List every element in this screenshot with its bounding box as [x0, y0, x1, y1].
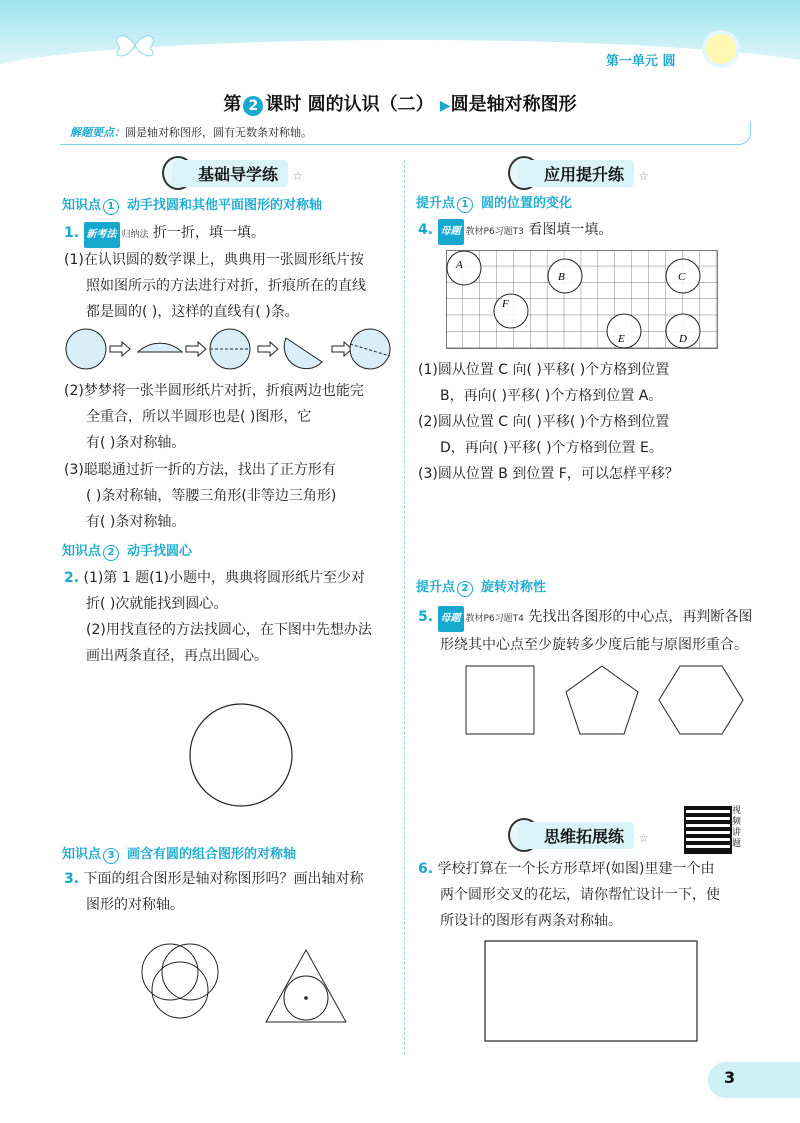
grid-label-a: A — [456, 259, 463, 271]
qr-label: 视频讲题 — [732, 806, 742, 849]
key-point-text: 圆是轴对称图形，圆有无数条对称轴。 — [125, 126, 312, 139]
section-heading-basic: 基础导学练 ☆ — [172, 160, 303, 187]
question-1-1: (1)在认识圆的数学课上，典典用一张圆形纸片按 照如图所示的方法进行对折，折痕所在的直线 都是圆的( )，这样的直线有( )条。 — [64, 252, 366, 320]
grid-label-b: B — [558, 271, 565, 283]
question-4-items: (1)圆从位置 C 向( )平移( )个方格到位置 B，再向( )平移( )个方格到位置 A。 (2)圆从位置 C 向( )平移( )个方格到位置 D，再向( )平移( )个方格到位置 E。 (3)圆从位置 B 到位置 F，可以怎样平移？ — [418, 362, 679, 482]
knowledge-point-3: 知识点 3 画含有圆的组合图形的对称轴 — [62, 847, 297, 862]
question-5: 5. 母题 教材P6习题T4 先找出各图形的中心点，再判断各图 形绕其中心点至少旋转多少度后能与原图形重合。 — [418, 604, 752, 658]
grid-label-e: E — [618, 333, 625, 345]
combined-figures — [128, 940, 358, 1030]
key-point-label: 解题要点： — [70, 126, 125, 139]
improvement-point-2: 提升点 2 旋转对称性 — [416, 580, 547, 595]
question-6: 6. 学校打算在一个长方形草坪(如图)里建一个由 两个圆形交叉的花坛，请你帮忙设计一下，使 所设计的图形有两条对称轴。 — [418, 861, 720, 929]
grid-label-d: D — [679, 333, 687, 345]
grid-figure — [446, 250, 720, 350]
new-method-tag: 新考法 — [84, 222, 120, 248]
question-2: 2. (1)第 1 题(1)小题中，典典将圆形纸片至少对 折( )次就能找到圆心。 (2)用找直径的方法找圆心，在下图中先想办法 画出两条直径，再点出圆心。 — [64, 570, 372, 664]
grid-label-c: C — [678, 271, 686, 283]
key-point-box — [60, 122, 751, 145]
polygon-figures — [458, 660, 748, 740]
knowledge-point-1: 知识点 1 动手找圆和其他平面图形的对称轴 — [62, 198, 323, 213]
mother-question-tag: 母题 — [438, 606, 464, 632]
question-1-2: (2)梦梦将一张半圆形纸片对折，折痕两边也能完 全重合，所以半圆形也是( )图形，它 有( )条对称轴。 — [64, 383, 364, 451]
section-heading-extension: 思维拓展练 ☆ — [518, 822, 649, 849]
qr-code[interactable] — [684, 806, 732, 854]
circle-figure — [186, 700, 296, 810]
unit-label: 第一单元 圆 — [606, 54, 676, 69]
lesson-number: 2 — [243, 96, 263, 116]
question-1: 1. 新考法 归纳法 折一折，填一填。 — [64, 220, 265, 248]
butterfly-icon — [110, 30, 160, 60]
sun-icon — [706, 34, 736, 64]
column-divider — [404, 160, 405, 1055]
page-number: 3 — [724, 1068, 736, 1087]
triangle-icon: ▶ — [439, 98, 451, 114]
grid-label-f: F — [502, 298, 509, 310]
rectangle-lawn — [484, 940, 700, 1044]
page-title: 第 2 课时 圆的认识（二） ▶圆是轴对称图形 — [223, 94, 577, 115]
page-number-badge — [708, 1062, 800, 1098]
folding-diagram — [64, 326, 394, 372]
question-1-3: (3)聪聪通过折一折的方法，找出了正方形有 ( )条对称轴，等腰三角形(非等边三角形) 有( )条对称轴。 — [64, 462, 337, 530]
question-3: 3. 下面的组合图形是轴对称图形吗？画出轴对称 图形的对称轴。 — [64, 871, 364, 913]
improvement-point-1: 提升点 1 圆的位置的变化 — [416, 196, 573, 211]
mother-question-tag: 母题 — [438, 219, 464, 245]
knowledge-point-2: 知识点 2 动手找圆心 — [62, 544, 193, 559]
section-heading-applied: 应用提升练 ☆ — [518, 160, 649, 187]
question-4: 4. 母题 教材P6习题T3 看图填一填。 — [418, 217, 612, 245]
